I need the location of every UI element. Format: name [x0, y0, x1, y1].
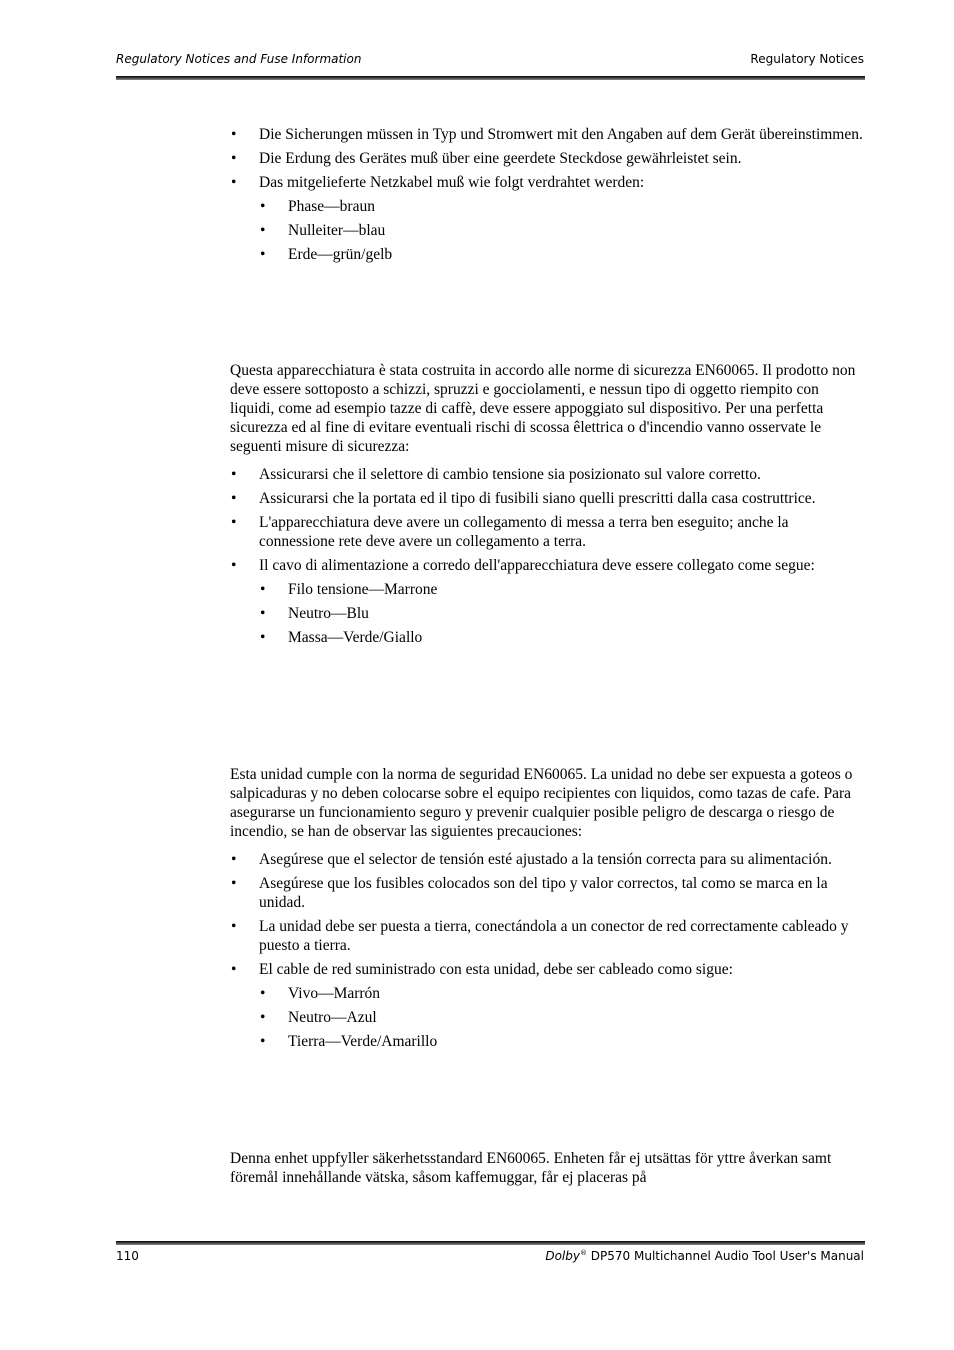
list-item: • Asegúrese que el selector de tensión esté ajustado a la tensión correcta para su alimentación. — [230, 850, 866, 869]
spanish-safety-section — [230, 765, 866, 1056]
registered-mark: ® — [579, 1249, 587, 1257]
manual-title — [545, 1249, 864, 1263]
wire-item: • Neutro—Azul — [259, 1008, 866, 1027]
wire-item: • Filo tensione—Marrone — [259, 580, 866, 599]
page-number: 110 — [116, 1249, 139, 1263]
swedish-safety-section — [230, 1149, 866, 1196]
manual-title-text: DP570 Multichannel Audio Tool User's Manual — [586, 1249, 864, 1263]
italian-wiring-list — [259, 580, 866, 647]
list-item: • Die Erdung des Gerätes muß über eine geerdete Steckdose gewährleistet sein. — [230, 149, 866, 168]
german-wiring-list — [259, 197, 866, 264]
list-item: • Asegúrese que los fusibles colocados son del tipo y valor correctos, tal como se marca en la unidad. — [230, 874, 866, 912]
list-item: • L'apparecchiatura deve avere un collegamento di messa a terra ben eseguito; anche la connessione rete deve avere un collegamento a terra. — [230, 513, 866, 551]
wire-item: • Erde—grün/gelb — [259, 245, 866, 264]
header-rule — [116, 76, 865, 80]
italian-intro-paragraph: Questa apparecchiatura è stata costruita in accordo alle norme di sicurezza EN60065. Il prodotto non deve essere sottoposto a schizzi, spruzzi e gocciolamenti, e nessun tipo di oggetto riempito con liquidi, come ad esempio tazze di caffè, deve essere appoggiato sul dispositivo. Per una perfetta sicurezza ed al fine di evitare eventuali rischi di scossa êlettrica o d'incendio vanno osservate le seguenti misure di sicurezza: — [230, 362, 856, 455]
list-item: • El cable de red suministrado con esta unidad, debe ser cableado como sigue: — [230, 960, 866, 979]
running-header-chapter: Regulatory Notices and Fuse Information — [116, 52, 362, 66]
list-item: • Il cavo di alimentazione a corredo dell'apparecchiatura deve essere collegato come segue: — [230, 556, 866, 575]
list-item: • Das mitgelieferte Netzkabel muß wie folgt verdrahtet werden: — [230, 173, 866, 192]
list-item: • Assicurarsi che la portata ed il tipo di fusibili siano quelli prescritti dalla casa costruttrice. — [230, 489, 866, 508]
german-safety-section — [230, 125, 866, 269]
spanish-intro-paragraph: Esta unidad cumple con la norma de seguridad EN60065. La unidad no debe ser expuesta a goteos o salpicaduras y no deben colocarse sobre el equipo recipientes con liquidos, como tazas de cafe. Para asegurarse un funcionamiento seguro y prevenir cualquier posible peligro de descarga o riesgo de incendio, se han de observar las siguientes precauciones: — [230, 766, 853, 840]
swedish-intro-paragraph: Denna enhet uppfyller säkerhetsstandard EN60065. Enheten får ej utsättas för yttre åverkan samt föremål innehållande vätska, såsom kaffemuggar, får ej placeras på — [230, 1150, 832, 1186]
footer-rule — [116, 1241, 865, 1245]
italian-safety-list — [230, 465, 866, 575]
wire-item: • Massa—Verde/Giallo — [259, 628, 866, 647]
spanish-safety-list — [230, 850, 866, 979]
brand-name: Dolby — [545, 1249, 580, 1263]
running-header-section: Regulatory Notices — [750, 52, 864, 66]
list-item: • La unidad debe ser puesta a tierra, conectándola a un conector de red correctamente cableado y puesto a tierra. — [230, 917, 866, 955]
german-safety-list — [230, 125, 866, 192]
wire-item: • Tierra—Verde/Amarillo — [259, 1032, 866, 1051]
italian-safety-section — [230, 361, 866, 652]
list-item: • Die Sicherungen müssen in Typ und Stromwert mit den Angaben auf dem Gerät übereinstimmen. — [230, 125, 866, 144]
wire-item: • Nulleiter—blau — [259, 221, 866, 240]
wire-item: • Neutro—Blu — [259, 604, 866, 623]
wire-item: • Phase—braun — [259, 197, 866, 216]
list-item: • Assicurarsi che il selettore di cambio tensione sia posizionato sul valore corretto. — [230, 465, 866, 484]
spanish-wiring-list — [259, 984, 866, 1051]
wire-item: • Vivo—Marrón — [259, 984, 866, 1003]
